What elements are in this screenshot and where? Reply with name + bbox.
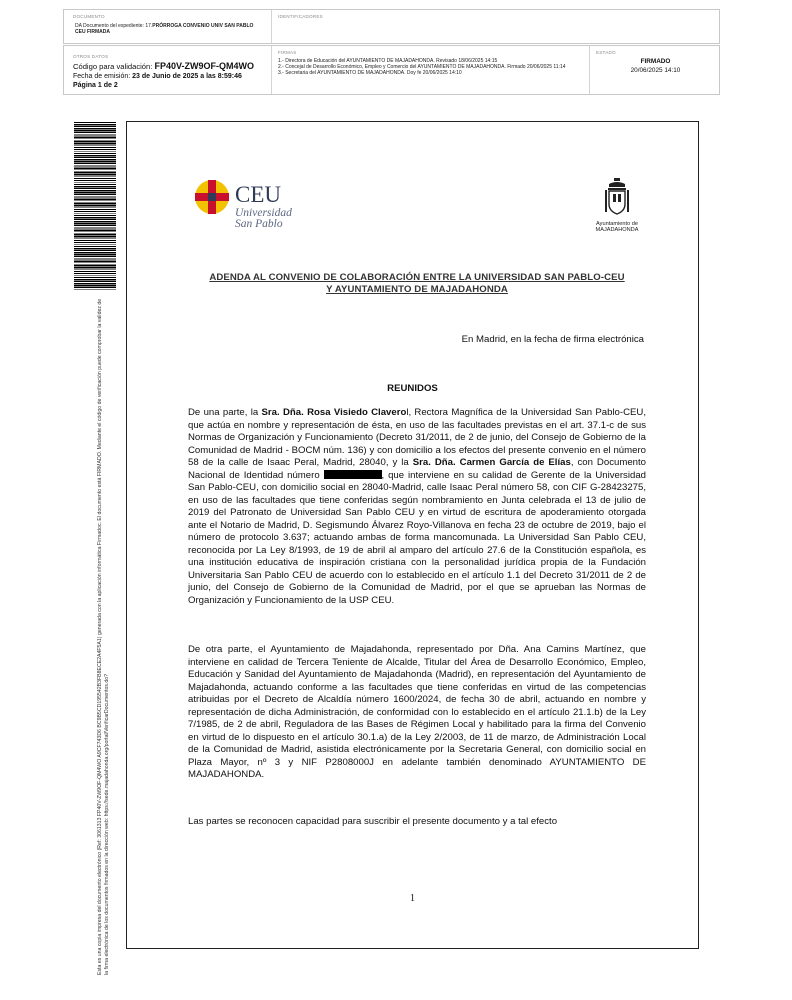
redacted-id-number <box>324 470 382 479</box>
ceu-logo-name: CEU <box>235 182 281 207</box>
header-row-document <box>63 9 720 44</box>
reunidos-heading: REUNIDOS <box>387 383 438 394</box>
documento-value: DA Documento del expediente: 17.PRÓRROGA CONVENIO UNIV SAN PABLO CEU FIRMADA <box>75 23 254 36</box>
page-number: 1 <box>410 893 415 904</box>
document-page <box>126 121 699 949</box>
estado-caption: ESTADO <box>596 50 616 55</box>
ceu-logo-subtitle: Universidad San Pablo <box>235 207 292 230</box>
crest-icon <box>604 178 630 216</box>
ceu-logo <box>193 174 313 234</box>
date-line: En Madrid, en la fecha de firma electrónica <box>461 334 644 345</box>
firma-1: 1.- Directora de Educación del AYUNTAMIENTO DE MAJADAHONDA. Revisado 18/06/2025 14:15 <box>278 58 498 64</box>
otros-datos-caption: OTROS DATOS <box>73 54 109 59</box>
document-title: ADENDA AL CONVENIO DE COLABORACIÓN ENTRE LA UNIVERSIDAD SAN PABLO-CEU Y AYUNTAMIENTO DE MAJADAHONDA <box>209 272 625 295</box>
validation-code: FP40V-ZW9OF-QM4WO <box>154 61 254 71</box>
firmas-caption: FIRMAS <box>278 50 297 55</box>
header-row-details <box>63 45 720 95</box>
paragraph-capacity: Las partes se reconocen capacidad para suscribir el presente documento y a tal efecto <box>188 816 558 827</box>
barcode <box>74 122 116 290</box>
documento-caption: DOCUMENTO <box>73 14 105 19</box>
estado-value: FIRMADO <box>640 58 671 65</box>
estado-date: 20/06/2025 14:10 <box>630 67 681 74</box>
validation-code-line: Código para validación: FP40V-ZW9OF-QM4WO <box>73 61 254 71</box>
firmas-list <box>278 58 583 76</box>
ayuntamiento-logo <box>589 178 645 236</box>
paragraph-second-party: De otra parte, el Ayuntamiento de Majadahonda, representado por Dña. Ana Camins Martínez, que interviene en calidad de Tercera Teniente de Alcalde, Titular del Área de Desarrollo Económico, Empleo, Educación y Sanidad del Ayuntamiento de Majadahonda (Madrid), en representación del Ayuntamiento de Majadahonda, actuando conforme a las facultades que tiene conferidas en virtud de las competencias atribuidas por el Decreto de Alcaldía número 1600/2024, de fecha 30 de abril, actuando en nombre y representación de dicha Administración, de conformidad con lo establecido en el artículo 21.1.b) de la Ley 7/1985, de 2 de abril, Reguladora de las Bases de Régimen Local y habilitado para la firma del Convenio en virtud de lo dispuesto en el artículo 30.1.a) de la Ley 2/2003, de 11 de marzo, de Administración Local de la Comunidad de Madrid, asistida electrónicamente por la Secretaria General, con domicilio social en Plaza Mayor, nº 3 y NIF P2808000J en adelante también denominado AYUNTAMIENTO DE MAJADAHONDA. <box>188 644 646 780</box>
paragraph-first-party: De una parte, la Sra. Dña. Rosa Visiedo Claverol, Rectora Magnífica de la Universidad San Pablo-CEU, que actúa en nombre y representación de ésta, en uso de las facultades previstas en el art. 37.1-c de sus Normas de Organización y Funcionamiento (Decreto 31/2011, de 2 de junio, del Consejo de Gobierno de la Comunidad de Madrid - BOCM núm. 136) y con domicilio a los efectos del presente convenio en el número 58 de la calle de Isaac Peral, Madrid, 28040, y la Sra. Dña. Carmen García de Elías, con Documento Nacional de Identidad número , que interviene en su calidad de Gerente de la Universidad San Pablo-CEU, con domicilio social en 28040-Madrid, calle Isaac Peral número 58, con CIF G-28423275, en uso de las facultades que tiene conferidas según nombramiento en Junta celebrada el 13 de julio de 2019 del Patronato de Universidad San Pablo CEU y en virtud de escritura de apoderamiento otorgada ante el Notario de Madrid, D. Segismundo Álvarez Royo-Villanova en fecha 23 de octubre de 2019, bajo el número de protocolo 3.637; actuando ambas de forma mancomunada. La Universidad San Pablo CEU, reconocida por La Ley 8/1993, de 19 de abril al amparo del artículo 27.6 de la Constitución española, es una institución educativa de inspiración cristiana con la personalidad jurídica propia de la Fundación Universitaria San Pablo CEU de acuerdo con lo establecido en el artículo 1.1 del Decreto 31/2011 de 2 de junio, del Consejo de Gobierno de la Comunidad de Madrid, por el que se aprueban las Normas de Organización y Funcionamiento de la USP CEU. <box>188 407 646 606</box>
ayuntamiento-label: Ayuntamiento de MAJADAHONDA <box>595 221 639 234</box>
issue-date-line: Fecha de emisión: 23 de Junio de 2025 a las 8:59:46 <box>73 73 242 80</box>
page-indicator: Página 1 de 2 <box>73 82 118 89</box>
firma-2: 2.- Concejal de Desarrollo Económico, Empleo y Comercio del AYUNTAMIENTO DE MAJADAHONDA. Firmado 20/06/2025 11:14 <box>278 64 566 70</box>
verification-sidebar-text: Esta es una copia impresa del documento electrónico (Ref: 3061313 FP40V-ZW9OF-QM4WO A9CF743D6 BC9B5CD195542B3FB8ECE2A4F5A1) generada con la aplicación informática Firmadoc. El documento está FIRMADO. Mediante el código de verificación puede comprobar la validez de la firma electrónica de los documentos firmados en la dirección web: https://sede.majadahonda.org/portal/VerificarDocumentos.do? <box>97 298 110 975</box>
identificadores-caption: IDENTIFICADORES <box>278 14 323 19</box>
firma-3: 3.- Secretaria del AYUNTAMIENTO DE MAJADAHONDA. Doy fe 20/06/2025 14:10 <box>278 70 462 76</box>
ceu-emblem-icon <box>193 177 231 217</box>
